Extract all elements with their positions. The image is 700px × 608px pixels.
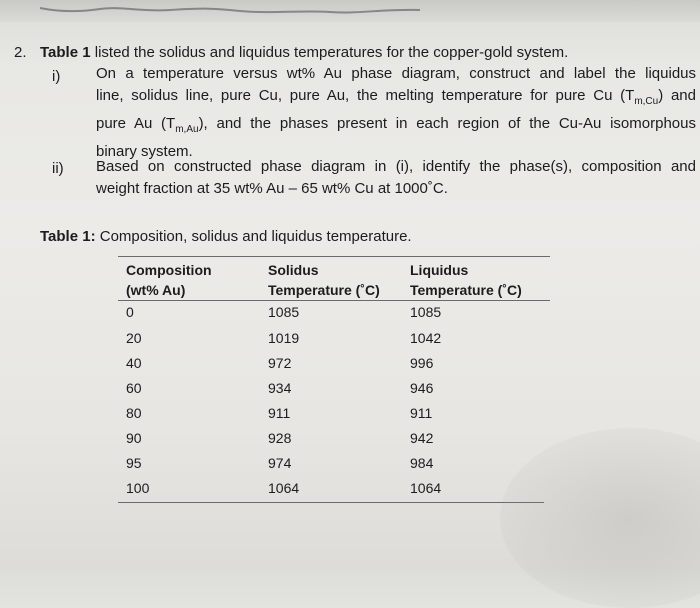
table-cell-composition: 40 — [126, 355, 142, 371]
header-composition-unit: (wt% Au) — [126, 282, 186, 298]
part-i-line-2-text: line, solidus line, pure Cu, pure Au, the melting temperature for pure Cu (T — [96, 87, 635, 104]
table-caption-text: Composition, solidus and liquidus temperature. — [95, 228, 412, 245]
question-intro — [40, 44, 568, 61]
table-cell-composition: 80 — [126, 405, 142, 421]
table-top-rule — [118, 256, 550, 257]
table-cell-composition: 20 — [126, 330, 142, 346]
table-cell-solidus: 911 — [268, 405, 291, 421]
question-table-ref: Table 1 — [40, 44, 91, 61]
table-cell-solidus: 972 — [268, 355, 292, 371]
table-cell-solidus: 1085 — [268, 304, 300, 320]
table-cell-solidus: 1019 — [268, 330, 300, 346]
part-i-line-1: On a temperature versus wt% Au phase diagram, construct and label the liquidus — [96, 65, 696, 82]
table-cell-solidus: 974 — [268, 455, 292, 471]
part-i-line-4: binary system. — [96, 143, 193, 160]
header-solidus: Solidus — [268, 262, 319, 278]
table-cell-liquidus: 942 — [410, 430, 434, 446]
part-i-line-3-end: ), and the phases present in each region of the Cu-Au isomorphous — [198, 115, 696, 132]
table-bottom-rule — [118, 502, 544, 503]
part-i-line-3-text: pure Au (T — [96, 115, 176, 132]
header-solidus-unit: Temperature (˚C) — [268, 282, 380, 298]
table-cell-solidus: 1064 — [268, 480, 300, 496]
part-ii-line-2: weight fraction at 35 wt% Au – 65 wt% Cu at 1000˚C. — [96, 180, 448, 197]
photo-shadow — [500, 428, 700, 608]
part-i-line-3 — [96, 113, 696, 141]
table-cell-solidus: 928 — [268, 430, 292, 446]
part-i-marker: i) — [52, 68, 61, 85]
table-cell-composition: 90 — [126, 430, 142, 446]
table-header-rule — [118, 300, 550, 301]
table-caption — [40, 228, 412, 245]
table-cell-composition: 100 — [126, 480, 150, 496]
table-cell-composition: 0 — [126, 304, 134, 320]
question-intro-text: listed the solidus and liquidus temperatures for the copper-gold system. — [90, 44, 569, 61]
part-i-line-2 — [96, 85, 696, 113]
table-cell-liquidus: 1064 — [410, 480, 442, 496]
subscript-m-au: m,Au — [175, 124, 199, 135]
cropped-text-fragment — [0, 0, 700, 18]
table-cell-composition: 95 — [126, 455, 142, 471]
table-caption-label: Table 1: — [40, 228, 96, 245]
question-number: 2. — [14, 44, 27, 61]
part-ii-line-1: Based on constructed phase diagram in (i), identify the phase(s), composition and — [96, 158, 696, 175]
part-ii-marker: ii) — [52, 160, 64, 177]
table-cell-liquidus: 946 — [410, 380, 434, 396]
header-liquidus: Liquidus — [410, 262, 469, 278]
cropped-previous-text-strip — [0, 0, 700, 22]
table-cell-liquidus: 996 — [410, 355, 434, 371]
table-cell-liquidus: 911 — [410, 405, 433, 421]
table-cell-liquidus: 1085 — [410, 304, 442, 320]
part-i-text — [96, 63, 696, 163]
part-i-line-2-end: ) and — [658, 87, 696, 104]
table-cell-solidus: 934 — [268, 380, 292, 396]
header-liquidus-unit: Temperature (˚C) — [410, 282, 522, 298]
header-composition: Composition — [126, 262, 212, 278]
table-cell-composition: 60 — [126, 380, 142, 396]
table-cell-liquidus: 1042 — [410, 330, 442, 346]
table-cell-liquidus: 984 — [410, 455, 434, 471]
part-ii-text — [96, 156, 696, 200]
subscript-m-cu: m,Cu — [634, 96, 659, 107]
